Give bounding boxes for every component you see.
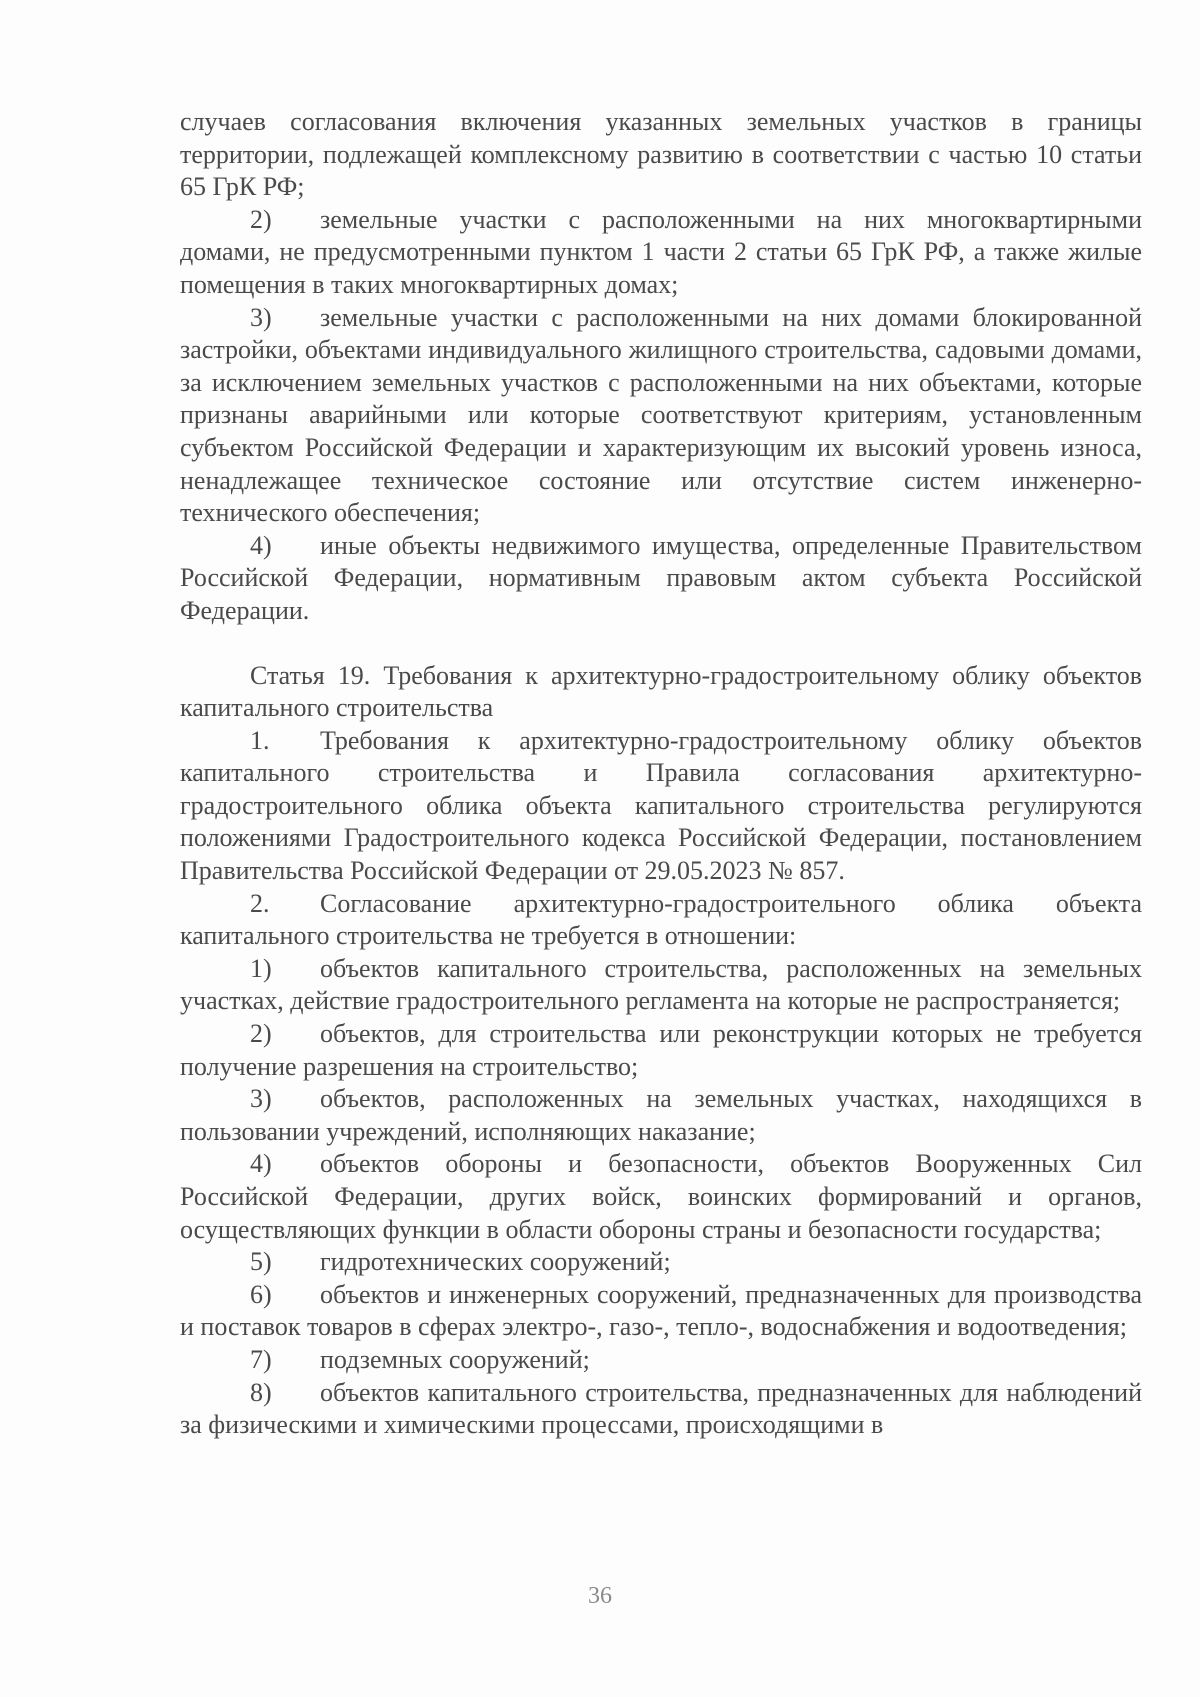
article-item-1 <box>180 725 1142 888</box>
list-number: 2) <box>250 204 272 234</box>
list-text: Согласование архитектурно-градостроительного облика объекта капитального строительства не требуется в отношении: <box>180 888 1142 951</box>
list-item-4 <box>180 530 1142 628</box>
sub-item-3 <box>180 1083 1142 1148</box>
list-number: 3) <box>250 302 272 332</box>
list-text: подземных сооружений; <box>320 1344 590 1374</box>
list-number: 2. <box>250 888 270 918</box>
article-item-2 <box>180 888 1142 953</box>
list-number: 5) <box>250 1247 272 1277</box>
sub-item-1 <box>180 953 1142 1018</box>
list-text: объектов капитального строительства, предназначенных для наблюдений за физическими и химическими процессами, происходящими в <box>180 1377 1142 1440</box>
list-number: 2) <box>250 1019 272 1049</box>
list-number: 8) <box>250 1377 272 1407</box>
list-text: объектов обороны и безопасности, объектов Вооруженных Сил Российской Федерации, других войск, воинских формирований и органов, осуществляющих функции в области обороны страны и безопасности государства; <box>180 1149 1142 1244</box>
list-number: 1. <box>250 725 270 755</box>
list-item-3 <box>180 302 1142 530</box>
sub-item-2 <box>180 1018 1142 1083</box>
sub-item-6 <box>180 1279 1142 1344</box>
list-number: 7) <box>250 1344 272 1374</box>
list-text: объектов, расположенных на земельных участках, находящихся в пользовании учреждений, исполняющих наказание; <box>180 1084 1142 1146</box>
list-number: 1) <box>250 953 272 983</box>
list-number: 6) <box>250 1279 272 1309</box>
article-title: Статья 19. Требования к архитектурно-градостроительному облику объектов капитального строительства <box>180 660 1142 723</box>
list-text: объектов капитального строительства, расположенных на земельных участках, действие градостроительного регламента на которые не распространяется; <box>180 953 1142 1016</box>
list-item-2 <box>180 204 1142 302</box>
list-text: Требования к архитектурно-градостроительному облику объектов капитального строительства и Правила согласования архитектурно-градостроительного облика объекта капитального строительства регулируются положениями Градостроительного кодекса Российской Федерации, постановлением Правительства Российской Федерации от 29.05.2023 № 857. <box>180 725 1142 886</box>
sub-item-7 <box>180 1344 1142 1377</box>
paragraph-text: случаев согласования включения указанных земельных участков в границы территории, подлежащей комплексному развитию в соответствии с частью 10 статьи 65 ГрК РФ; <box>180 107 1142 202</box>
list-text: земельные участки с расположенными на них домами блокированной застройки, объектами индивидуального жилищного строительства, садовыми домами, за исключением земельных участков с расположенными на них объектами, которые признаны аварийными или которые соответствуют критериям, установленным субъектом Российской Федерации и характеризующим их высокий уровень износа, ненадлежащее техническое состояние или отсутствие систем инженерно-технического обеспечения; <box>180 302 1142 528</box>
list-number: 4) <box>250 1149 272 1179</box>
document-body <box>180 106 1142 1442</box>
sub-item-5 <box>180 1246 1142 1279</box>
list-text: объектов, для строительства или реконструкции которых не требуется получение разрешения на строительство; <box>180 1019 1142 1081</box>
sub-item-8 <box>180 1377 1142 1442</box>
list-text: иные объекты недвижимого имущества, определенные Правительством Российской Федерации, нормативным правовым актом субъекта Российской Федерации. <box>180 530 1142 625</box>
sub-item-4 <box>180 1148 1142 1246</box>
list-number: 4) <box>250 530 272 560</box>
list-text: земельные участки с расположенными на них многоквартирными домами, не предусмотренными пунктом 1 части 2 статьи 65 ГрК РФ, а также жилые помещения в таких многоквартирных домах; <box>180 204 1142 299</box>
list-text: гидротехнических сооружений; <box>320 1247 671 1277</box>
article-heading <box>180 660 1142 725</box>
paragraph-continued <box>180 106 1142 204</box>
list-text: объектов и инженерных сооружений, предназначенных для производства и поставок товаров в сферах электро-, газо-, тепло-, водоснабжения и водоотведения; <box>180 1279 1142 1342</box>
section-spacer <box>180 628 1142 660</box>
list-number: 3) <box>250 1084 272 1114</box>
page-number: 36 <box>588 1583 612 1609</box>
